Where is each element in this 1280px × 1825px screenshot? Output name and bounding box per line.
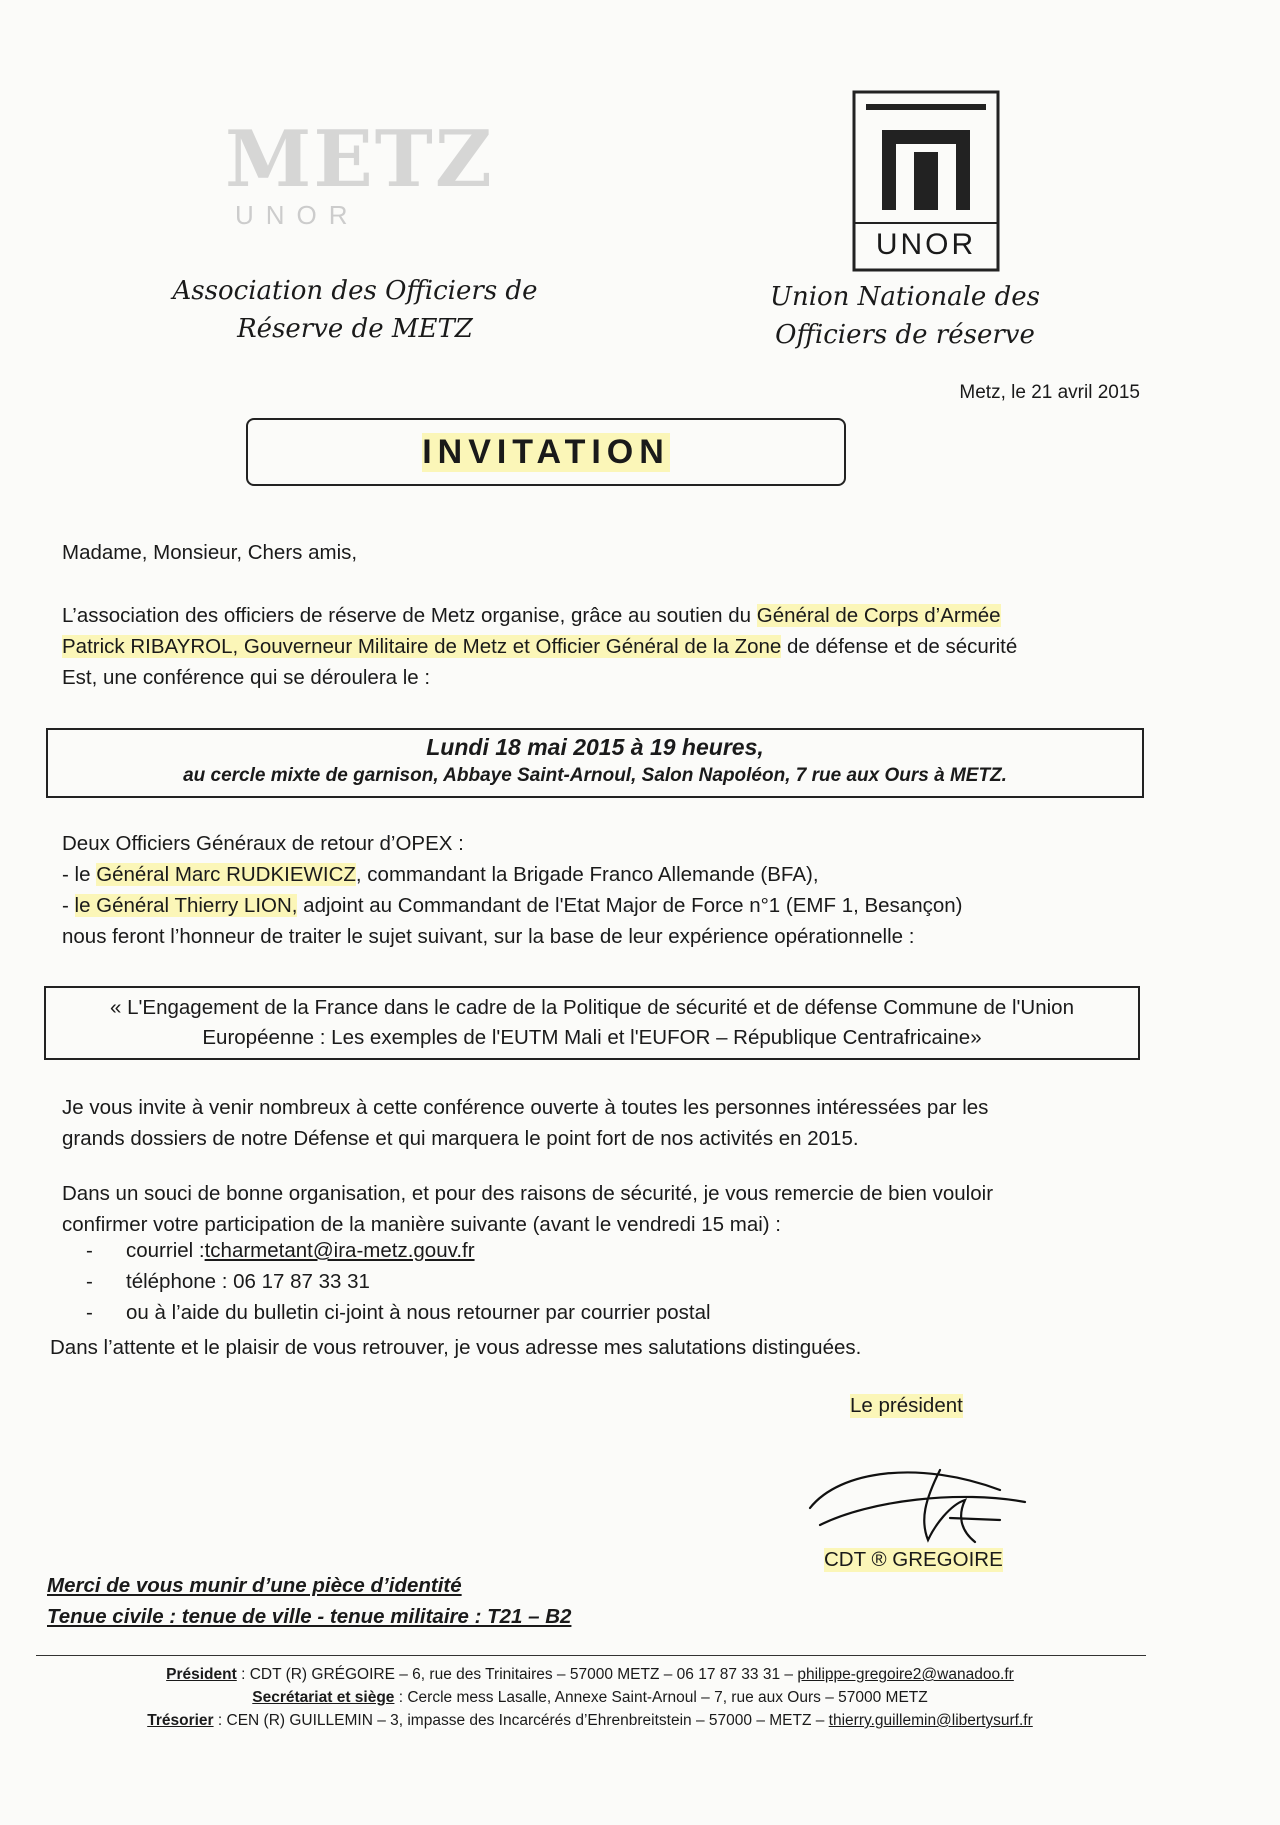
speakers-outro: nous feront l’honneur de traiter le sujet suivant, sur la base de leur expérience opérationnelle : [62,925,915,948]
signature-name: CDT ® GREGOIRE [824,1548,1003,1571]
notes-id: Merci de vous munir d’une pièce d’identité [47,1574,462,1597]
footer-tresorier-label: Trésorier [147,1712,214,1729]
speaker-1-prefix: - le [62,863,97,886]
list-item [86,1235,711,1266]
metz-logo-subtext: UNOR [235,200,360,230]
event-location: au cercle mixte de garnison, Abbaye Saint-Arnoul, Salon Napoléon, 7 rue aux Ours à METZ. [183,765,1007,786]
intro-line2 [62,631,1142,662]
contact-phone: téléphone : 06 17 87 33 31 [126,1270,370,1293]
subject-line2: Européenne : Les exemples de l'EUTM Mali et l'EUFOR – République Centrafricaine» [202,1026,982,1049]
footer-secretariat [40,1688,1140,1708]
speakers-paragraph [62,828,1142,952]
intro-paragraph [62,600,1142,693]
confirm-line1: Dans un souci de bonne organisation, et pour des raisons de sécurité, je vous remercie de bien vouloir [62,1182,994,1205]
intro-line1-text: L’association des officiers de réserve de Metz organise, grâce au soutien du [62,604,757,627]
left-org-line2: Réserve de METZ [237,314,473,344]
subject-box [44,986,1140,1060]
speaker-2-role: adjoint au Commandant de l'Etat Major de Force n°1 (EMF 1, Besançon) [297,894,963,917]
closing-line: Dans l’attente et le plaisir de vous retrouver, je vous adresse mes salutations distinguées. [50,1336,862,1359]
page-title: INVITATION [422,432,670,471]
footer-president-text: : CDT (R) GRÉGOIRE – 6, rue des Trinitaires – 57000 METZ – 06 17 87 33 31 – [236,1666,798,1683]
footer-tresorier-text: : CEN (R) GUILLEMIN – 3, impasse des Incarcérés d’Ehrenbreitstein – 57000 – METZ – [213,1712,829,1729]
footer-divider [36,1655,1146,1656]
intro-line1 [62,600,1142,631]
unor-logo [852,90,1000,272]
footer-president [40,1665,1140,1685]
confirm-line2: confirmer votre participation de la manière suivante (avant le vendredi 15 mai) : [62,1213,781,1236]
left-org-name [150,272,560,348]
confirm-paragraph [62,1178,1142,1240]
footer-secretariat-text: : Cercle mess Lasalle, Annexe Saint-Arnoul – 7, rue aux Ours – 57000 METZ [394,1689,928,1706]
invite-paragraph [62,1092,1142,1154]
speaker-2 [62,890,1142,921]
speaker-1-name: Général Marc RUDKIEWICZ [96,863,356,886]
notes-dress-code: Tenue civile : tenue de ville - tenue militaire : T21 – B2 [47,1605,572,1628]
title-box [246,418,846,486]
greeting: Madame, Monsieur, Chers amis, [62,541,358,564]
metz-logo [225,114,494,250]
contact-list [86,1235,711,1328]
intro-line1-highlight: Général de Corps d’Armée [756,604,1001,627]
intro-line3: Est, une conférence qui se déroulera le : [62,666,431,689]
contact-email-link[interactable]: tcharmetant@ira-metz.gouv.fr [204,1239,475,1262]
footer-president-label: Président [166,1666,237,1683]
footer-secretariat-label: Secrétariat et siège [252,1689,395,1706]
contact-email-label: courriel : [126,1239,205,1262]
metz-logo-text: METZ [225,114,494,205]
footer-tresorier-email[interactable]: thierry.guillemin@libertysurf.fr [828,1712,1033,1729]
list-item [86,1266,711,1297]
list-bullet: - [86,1239,93,1262]
right-org-name [755,278,1055,354]
notes [47,1570,571,1632]
intro-line2-text: de défense et de sécurité [781,635,1018,658]
list-bullet: - [86,1301,93,1324]
left-org-line1: Association des Officiers de [172,276,538,306]
letter-date: Metz, le 21 avril 2015 [959,382,1140,403]
invite-line2: grands dossiers de notre Défense et qui marquera le point fort de nos activités en 2015. [62,1127,859,1150]
speaker-1-role: , commandant la Brigade Franco Allemande (BFA), [355,863,819,886]
speaker-1 [62,859,1142,890]
footer-tresorier [40,1711,1140,1731]
right-org-line2: Officiers de réserve [775,320,1035,350]
intro-line2-highlight: Patrick RIBAYROL, Gouverneur Militaire de Metz et Officier Général de la Zone [62,635,782,658]
list-item [86,1297,711,1328]
list-bullet: - [86,1270,93,1293]
speaker-2-prefix: - [62,894,75,917]
unor-logo-text: UNOR [875,228,977,261]
subject-line1: « L'Engagement de la France dans le cadre de la Politique de sécurité et de défense Commune de l'Union [110,996,1074,1019]
right-org-line1: Union Nationale des [770,282,1040,312]
event-box [46,728,1144,798]
speakers-intro: Deux Officiers Généraux de retour d’OPEX : [62,832,464,855]
footer-president-email[interactable]: philippe-gregoire2@wanadoo.fr [797,1666,1014,1683]
speaker-2-name: le Général Thierry LION, [74,894,298,917]
contact-postal: ou à l’aide du bulletin ci-joint à nous retourner par courrier postal [126,1301,711,1324]
signature-title: Le président [850,1394,963,1417]
event-date: Lundi 18 mai 2015 à 19 heures, [426,734,764,760]
invite-line1: Je vous invite à venir nombreux à cette conférence ouverte à toutes les personnes intéressées par les [62,1096,989,1119]
